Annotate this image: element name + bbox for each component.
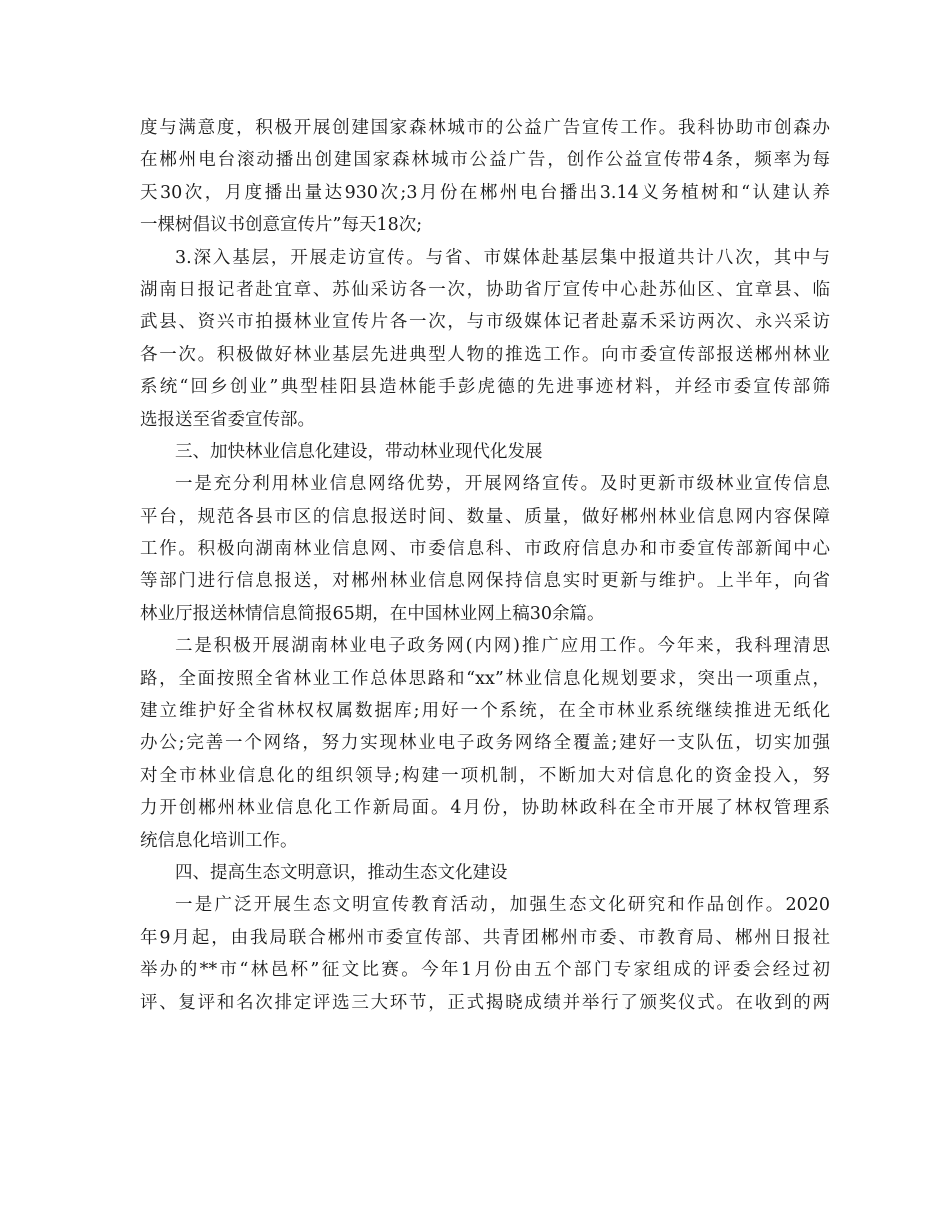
text-line: 四、提高生态文明意识，推动生态文化建设 <box>175 862 508 883</box>
text-line: 三、加快林业信息化建设，带动林业现代化发展 <box>175 441 543 462</box>
text-line: 二是积极开展湖南林业电子政务网(内网)推广应用工作。今年来，我科理清思 <box>175 636 830 657</box>
text-line: 一是充分利用林业信息网络优势，开展网络宣传。及时更新市级林业宣传信息 <box>175 474 830 495</box>
document-body <box>140 112 830 1019</box>
text-line: 选报送至省委宣传部。 <box>140 409 315 430</box>
text-line: 力开创郴州林业信息化工作新局面。4月份，协助林政科在全市开展了林权管理系 <box>140 798 830 819</box>
text-line: 武县、资兴市拍摄林业宣传片各一次，与市级媒体记者赴嘉禾采访两次、永兴采访 <box>140 312 830 333</box>
text-line: 办公;完善一个网络，努力实现林业电子政务网络全覆盖;建好一支队伍，切实加强 <box>140 733 830 754</box>
text-line: 3.深入基层，开展走访宣传。与省、市媒体赴基层集中报道共计八次，其中与 <box>175 247 830 268</box>
text-line: 对全市林业信息化的组织领导;构建一项机制，不断加大对信息化的资金投入，努 <box>140 765 830 786</box>
text-line: 举办的**市“林邑杯”征文比赛。今年1月份由五个部门专家组成的评委会经过初 <box>140 960 830 981</box>
text-line: 各一次。积极做好林业基层先进典型人物的推选工作。向市委宣传部报送郴州林业 <box>140 344 830 365</box>
text-line: 一是广泛开展生态文明宣传教育活动，加强生态文化研究和作品创作。2020 <box>175 895 830 916</box>
text-line: 天30次，月度播出量达930次;3月份在郴州电台播出3.14义务植树和“认建认养 <box>140 182 830 203</box>
text-line: 路，全面按照全省林业工作总体思路和“xx”林业信息化规划要求，突出一项重点， <box>140 668 830 689</box>
text-line: 在郴州电台滚动播出创建国家森林城市公益广告，创作公益宣传带4条，频率为每 <box>140 150 830 171</box>
text-line: 等部门进行信息报送，对郴州林业信息网保持信息实时更新与维护。上半年，向省 <box>140 571 830 592</box>
text-line: 林业厅报送林情信息简报65期，在中国林业网上稿30余篇。 <box>140 603 605 624</box>
text-line: 年9月起，由我局联合郴州市委宣传部、共青团郴州市委、市教育局、郴州日报社 <box>140 927 830 948</box>
text-line: 工作。积极向湖南林业信息网、市委信息科、市政府信息办和市委宣传部新闻中心 <box>140 539 830 560</box>
text-line: 建立维护好全省林权权属数据库;用好一个系统，在全市林业系统继续推进无纸化 <box>140 701 830 722</box>
text-line: 统信息化培训工作。 <box>140 830 298 851</box>
text-line: 评、复评和名次排定评选三大环节，正式揭晓成绩并举行了颁奖仪式。在收到的两 <box>140 992 830 1013</box>
text-line: 湖南日报记者赴宜章、苏仙采访各一次，协助省厅宣传中心赴苏仙区、宜章县、临 <box>140 279 830 300</box>
text-line: 度与满意度，积极开展创建国家森林城市的公益广告宣传工作。我科协助市创森办 <box>140 118 830 138</box>
text-line: 一棵树倡议书创意宣传片”每天18次; <box>140 215 423 236</box>
text-line: 平台，规范各县市区的信息报送时间、数量、质量，做好郴州林业信息网内容保障 <box>140 506 830 527</box>
text-line: 系统“回乡创业”典型桂阳县造林能手彭虎德的先进事迹材料，并经市委宣传部筛 <box>140 377 830 398</box>
